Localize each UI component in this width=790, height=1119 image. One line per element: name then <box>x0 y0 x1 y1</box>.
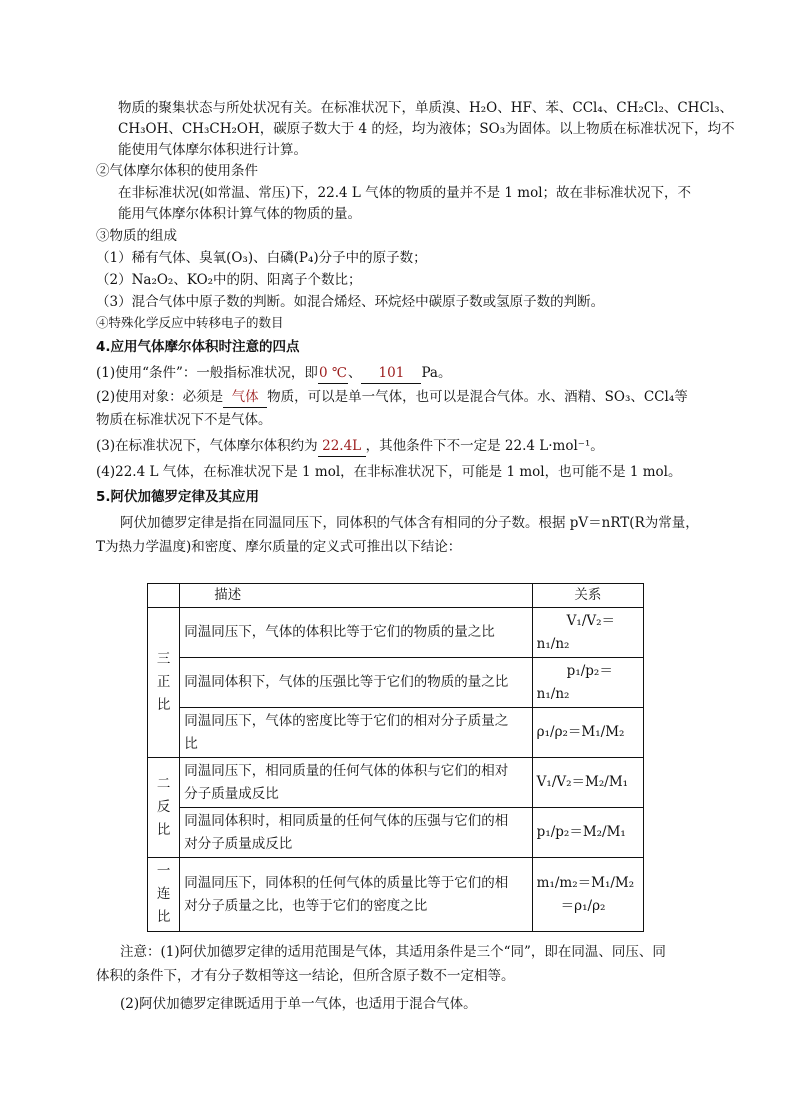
table-row <box>148 608 644 658</box>
table-header-description: 描述 <box>180 584 532 608</box>
relation-text: m₁/m₂＝M₁/M₂ <box>536 874 635 891</box>
item-3-title: ③物质的组成 <box>96 228 177 244</box>
group-label-char: 二 <box>156 776 171 792</box>
description-text: 同温同体积时，相同质量的任何气体的压强与它们的相 <box>184 812 509 829</box>
relation-text: ρ₁/ρ₂＝M₁/M₂ <box>536 724 625 740</box>
group-label-char: 连 <box>156 886 171 902</box>
section-5-paragraph-line-1: 阿伏加德罗定律是指在同温同压下，同体积的气体含有相同的分子数。根据 pV＝nRT(R为常量， <box>120 515 699 531</box>
description-text: 同温同压下，相同质量的任何气体的体积与它们的相对 <box>184 762 509 779</box>
section-4-heading: 4.应用气体摩尔体积时注意的四点 <box>96 339 300 355</box>
notes-line-2: 体积的条件下，才有分子数相等这一结论，但所含原子数不一定相等。 <box>96 968 515 984</box>
section-4-point-3 <box>96 436 604 457</box>
description-text: 对分子质量成反比 <box>184 835 293 852</box>
table-cell-relation <box>532 758 643 808</box>
section-4-point-1 <box>96 363 451 384</box>
fill-blank-molar-volume: 22.4L <box>318 436 366 457</box>
relation-text: n₁/n₂ <box>536 635 570 652</box>
fill-blank-temperature: 0 ℃ <box>318 363 348 384</box>
table-row <box>148 758 644 808</box>
item-3-sub-2: （2）Na₂O₂、KO₂中的阴、阳离子个数比； <box>96 272 362 288</box>
item-4-title: ④特殊化学反应中转移电子的数目 <box>96 315 284 330</box>
description-text: 同温同压下，同体积的任何气体的质量比等于它们的相 <box>184 874 509 891</box>
group-label-three-direct <box>148 608 180 758</box>
description-text: 同温同压下，气体的密度比等于它们的相对分子质量之 <box>184 712 509 729</box>
section-4-point-2-line-2: 物质在标准状况下不是气体。 <box>96 412 272 428</box>
item-2-line-2: 能用气体摩尔体积计算气体的物质的量。 <box>118 206 361 222</box>
section-5-paragraph-line-2: T为热力学温度)和密度、摩尔质量的定义式可推出以下结论： <box>96 539 462 555</box>
section-4-point-2 <box>96 387 688 408</box>
table-cell-description <box>180 758 532 808</box>
intro-line-2: CH₃OH、CH₃CH₂OH，碳原子数大于 4 的烃，均为液体；SO₃为固体。以上物质在标准状况下，均不 <box>118 121 735 137</box>
point-3-text-cont: ，其他条件下不一定是 22.4 L·mol⁻¹。 <box>365 438 604 454</box>
section-4-point-4: (4)22.4 L 气体，在标准状况下是 1 mol，在非标准状况下，可能是 1 mol，也可能不是 1 mol。 <box>96 464 682 480</box>
section-5-heading: 5.阿伏加德罗定律及其应用 <box>96 489 260 505</box>
item-3-sub-1: （1）稀有气体、臭氧(O₃)、白磷(P₄)分子中的原子数； <box>96 250 427 266</box>
description-text: 分子质量成反比 <box>184 785 279 802</box>
table-cell-relation <box>532 808 643 858</box>
table-cell-description <box>180 608 532 658</box>
relation-text: n₁/n₂ <box>536 685 570 702</box>
table-cell-relation <box>532 608 643 658</box>
group-label-char: 反 <box>156 799 171 815</box>
point-2-text: (2)使用对象：必须是 <box>96 389 224 405</box>
table-cell-description <box>180 808 532 858</box>
table-row <box>148 658 644 708</box>
group-label-char: 三 <box>156 651 171 667</box>
description-text: 同温同体积下，气体的压强比等于它们的物质的量之比 <box>184 674 509 690</box>
group-label-two-inverse <box>148 758 180 858</box>
fill-blank-pressure: 101 <box>361 363 421 384</box>
group-label-char: 比 <box>156 909 171 925</box>
description-text: 对分子质量之比，也等于它们的密度之比 <box>184 897 428 914</box>
table-cell-relation <box>532 858 643 932</box>
group-label-char: 正 <box>156 674 171 690</box>
item-2-title: ②气体摩尔体积的使用条件 <box>96 163 258 179</box>
item-2-line-1: 在非标准状况(如常温、常压)下，22.4 L 气体的物质的量并不是 1 mol；故在非标准状况下，不 <box>118 185 692 201</box>
table-row <box>148 858 644 932</box>
intro-line-1: 物质的聚集状态与所处状况有关。在标准状况下，单质溴、H₂O、HF、苯、CCl₄、CH₂Cl₂、CHCl₃、 <box>118 100 734 116</box>
group-label-char: 比 <box>156 697 171 713</box>
item-3-sub-3: （3）混合气体中原子数的判断。如混合烯烃、环烷烃中碳原子数或氢原子数的判断。 <box>96 294 605 310</box>
relation-text: ＝ρ₁/ρ₂ <box>560 897 606 914</box>
relation-text: p₁/p₂＝ <box>566 662 613 679</box>
table-cell-relation <box>532 708 643 758</box>
relation-text: V₁/V₂＝ <box>566 612 616 629</box>
description-text: 比 <box>184 735 198 752</box>
relation-text: p₁/p₂＝M₂/M₁ <box>536 824 626 840</box>
group-label-char: 比 <box>156 822 171 838</box>
point-3-text: (3)在标准状况下，气体摩尔体积约为 <box>96 438 318 454</box>
table-header-row <box>148 584 644 608</box>
group-label-char: 一 <box>156 863 171 879</box>
table-cell-description <box>180 708 532 758</box>
table-cell-description <box>180 858 532 932</box>
fill-blank-object: 气体 <box>223 387 267 408</box>
avogadro-relations-table <box>147 583 644 932</box>
table-row <box>148 708 644 758</box>
point-2-text-cont: 物质，可以是单一气体，也可以是混合气体。水、酒精、SO₃、CCl₄等 <box>267 389 688 405</box>
point-1-text: (1)使用“条件”：一般指标准状况，即 <box>96 365 318 381</box>
group-label-one-chain <box>148 858 180 932</box>
description-text: 同温同压下，气体的体积比等于它们的物质的量之比 <box>184 624 495 640</box>
table-header-blank <box>148 584 180 608</box>
notes-line-3: (2)阿伏加德罗定律既适用于单一气体，也适用于混合气体。 <box>120 996 477 1012</box>
table-cell-description <box>180 658 532 708</box>
point-1-sep: 、 <box>347 365 362 381</box>
intro-line-3: 能使用气体摩尔体积进行计算。 <box>118 142 307 158</box>
notes-line-1: 注意：(1)阿伏加德罗定律的适用范围是气体，其适用条件是三个“同”，即在同温、同压、同 <box>120 944 666 960</box>
table-cell-relation <box>532 658 643 708</box>
point-1-unit: Pa。 <box>421 365 452 381</box>
table-header-relation: 关系 <box>532 584 643 608</box>
relation-text: V₁/V₂＝M₂/M₁ <box>536 774 629 790</box>
table-row <box>148 808 644 858</box>
